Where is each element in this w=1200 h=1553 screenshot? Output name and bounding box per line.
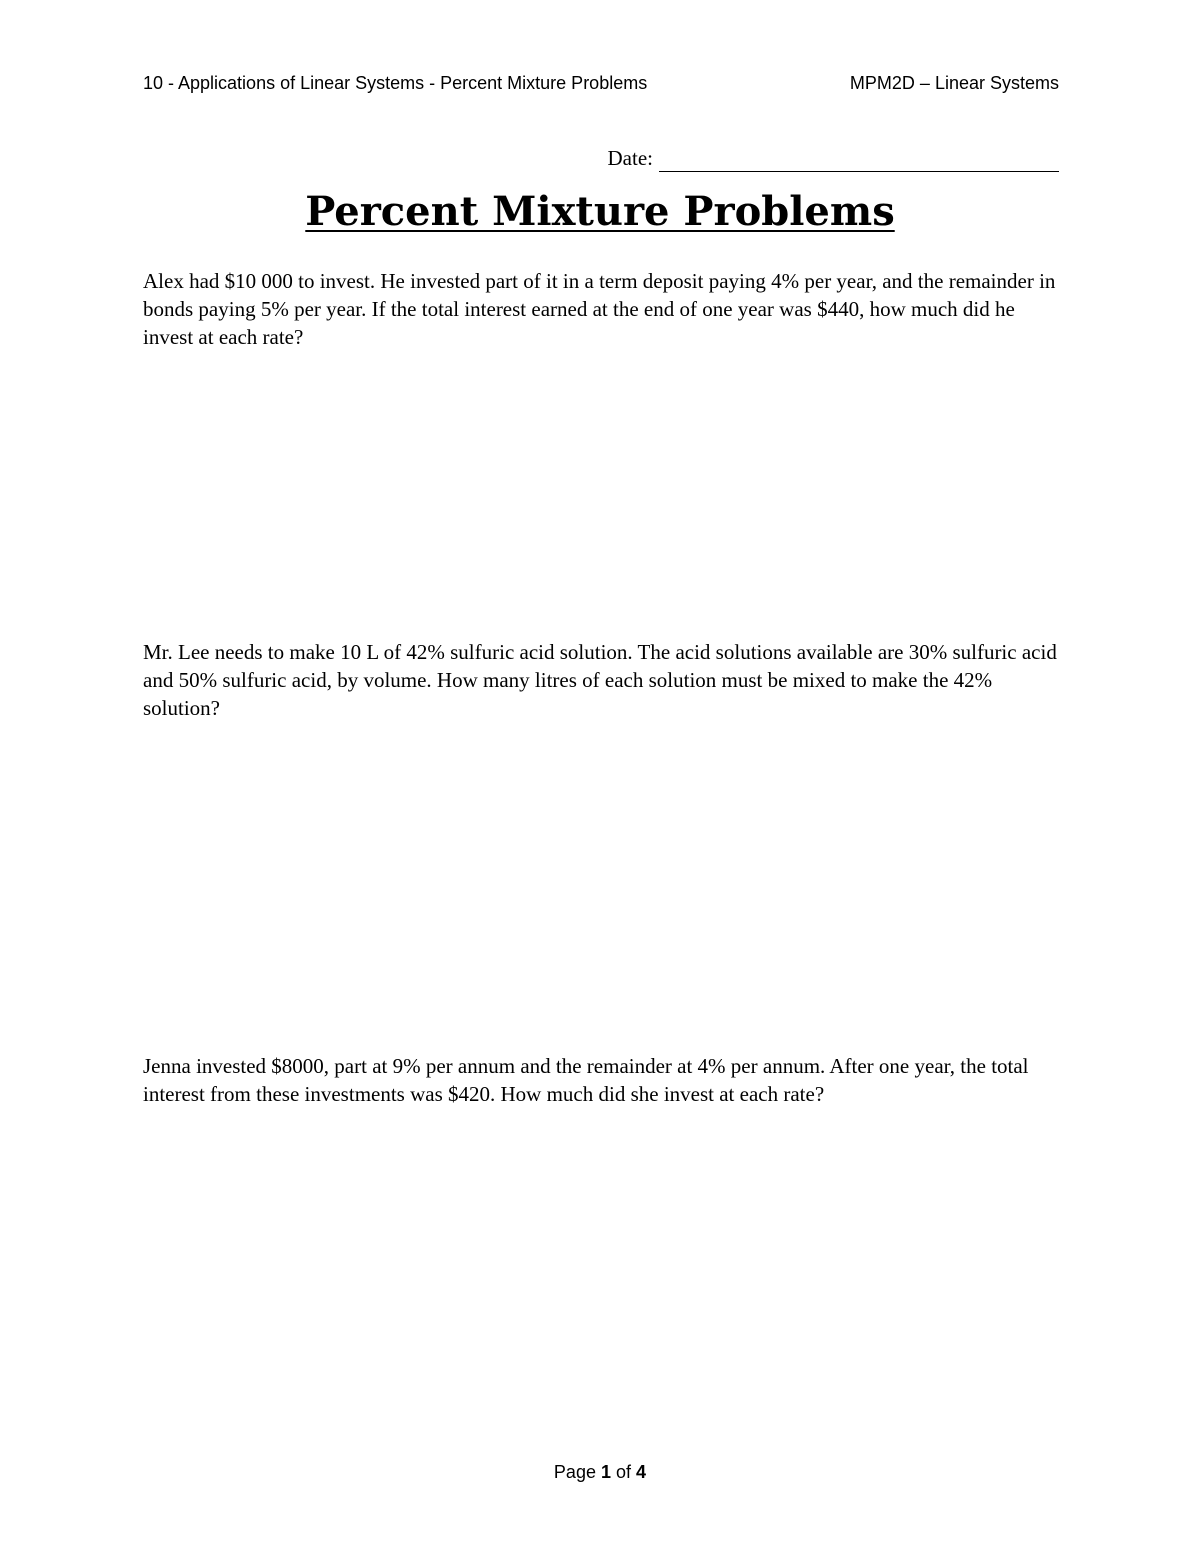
footer-total-pages: 4 [636,1462,647,1482]
page-footer [0,1459,1200,1485]
problem-1: Alex had $10 000 to invest. He invested part of it in a term deposit paying 4% per year, and the remainder in bonds paying 5% per year. If the total interest earned at the end of one year was $440, how much did he invest at each rate? [143,269,1056,349]
footer-page-word: Page [553,1462,596,1482]
header-right-course: MPM2D – Linear Systems [849,73,1059,93]
header-left-title: 10 - Applications of Linear Systems - Percent Mixture Problems [143,73,648,93]
date-label: Date: [607,146,653,170]
footer-of-word: of [616,1462,632,1482]
page-title: Percent Mixture Problems [305,188,895,235]
problem-3: Jenna invested $8000, part at 9% per annum and the remainder at 4% per annum. After one year, the total interest from these investments was $420. How much did she invest at each rate? [143,1054,1029,1106]
problem-2: Mr. Lee needs to make 10 L of 42% sulfuric acid solution. The acid solutions available are 30% sulfuric acid and 50% sulfuric acid, by volume. How many litres of each solution must be mixed to make the 42% solution? [143,640,1057,720]
date-field [608,144,1059,172]
footer-current-page: 1 [600,1462,611,1482]
date-blank-line [659,151,1059,172]
